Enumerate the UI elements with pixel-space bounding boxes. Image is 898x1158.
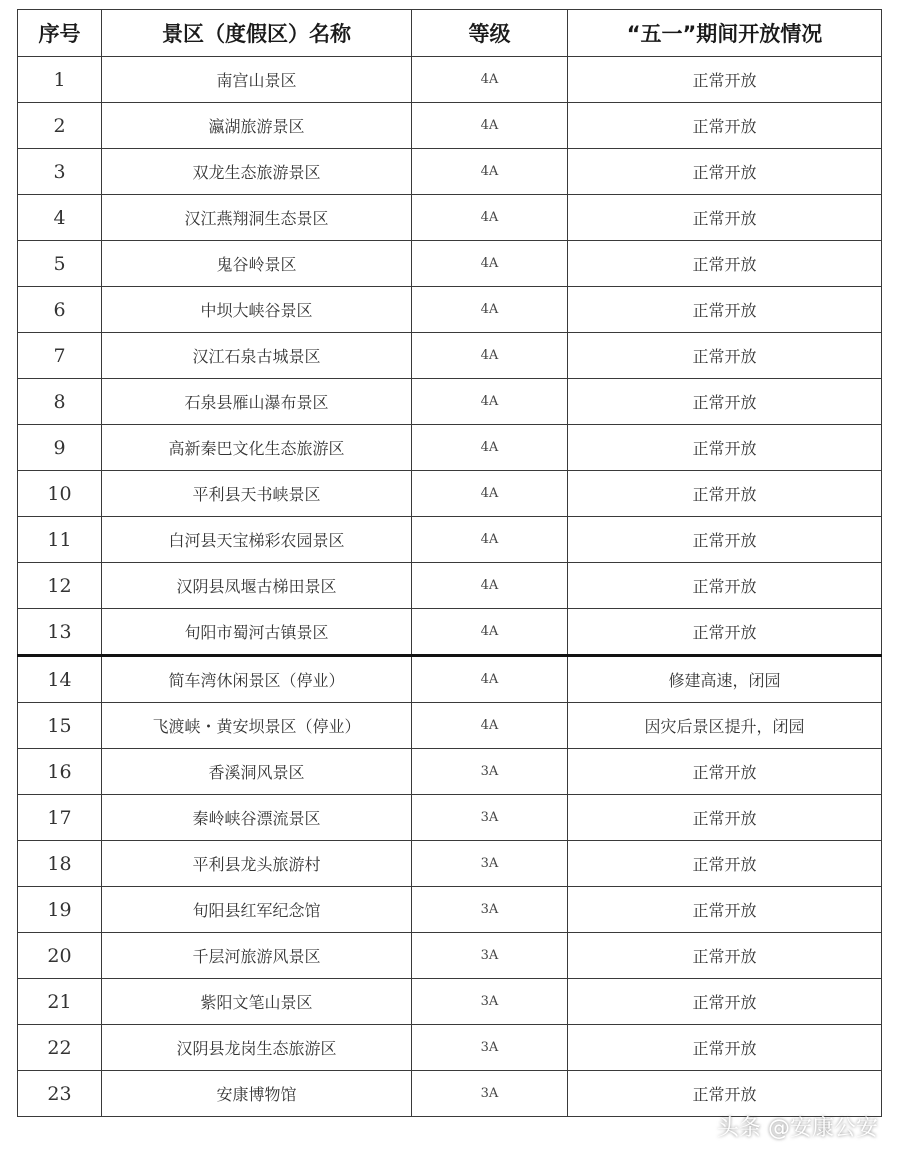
table-row xyxy=(18,933,882,979)
cell-number: 9 xyxy=(18,425,102,471)
cell-number: 20 xyxy=(18,933,102,979)
cell-open-status: 正常开放 xyxy=(568,517,882,563)
table-row xyxy=(18,841,882,887)
cell-open-status: 正常开放 xyxy=(568,195,882,241)
header-row xyxy=(18,10,882,57)
cell-scenic-name: 汉阴县凤堰古梯田景区 xyxy=(102,563,412,609)
table-row xyxy=(18,195,882,241)
table-body xyxy=(18,57,882,1117)
cell-level: 4A xyxy=(412,609,568,656)
cell-scenic-name: 秦岭峡谷漂流景区 xyxy=(102,795,412,841)
cell-open-status: 正常开放 xyxy=(568,887,882,933)
cell-level: 4A xyxy=(412,57,568,103)
cell-level: 4A xyxy=(412,287,568,333)
cell-number: 6 xyxy=(18,287,102,333)
cell-open-status: 正常开放 xyxy=(568,103,882,149)
cell-level: 4A xyxy=(412,425,568,471)
table-row xyxy=(18,149,882,195)
cell-scenic-name: 简车湾休闲景区（停业） xyxy=(102,656,412,703)
cell-scenic-name: 鬼谷岭景区 xyxy=(102,241,412,287)
table-row xyxy=(18,703,882,749)
cell-number: 5 xyxy=(18,241,102,287)
cell-scenic-name: 平利县天书峡景区 xyxy=(102,471,412,517)
table-row xyxy=(18,979,882,1025)
cell-number: 21 xyxy=(18,979,102,1025)
header-number: 序号 xyxy=(18,10,102,57)
cell-open-status: 正常开放 xyxy=(568,933,882,979)
header-open-status: “五一”期间开放情况 xyxy=(568,10,882,57)
cell-scenic-name: 石泉县雁山瀑布景区 xyxy=(102,379,412,425)
cell-scenic-name: 旬阳县红军纪念馆 xyxy=(102,887,412,933)
cell-scenic-name: 平利县龙头旅游村 xyxy=(102,841,412,887)
table-row xyxy=(18,103,882,149)
cell-open-status: 正常开放 xyxy=(568,1025,882,1071)
cell-number: 8 xyxy=(18,379,102,425)
cell-number: 12 xyxy=(18,563,102,609)
cell-open-status: 正常开放 xyxy=(568,57,882,103)
cell-level: 3A xyxy=(412,749,568,795)
cell-number: 14 xyxy=(18,656,102,703)
scenic-area-table-container xyxy=(17,9,881,1117)
cell-open-status: 修建高速，闭园 xyxy=(568,656,882,703)
table-row xyxy=(18,563,882,609)
table-row xyxy=(18,656,882,703)
table-row xyxy=(18,517,882,563)
cell-open-status: 正常开放 xyxy=(568,795,882,841)
table-row xyxy=(18,471,882,517)
cell-open-status: 正常开放 xyxy=(568,609,882,656)
cell-scenic-name: 高新秦巴文化生态旅游区 xyxy=(102,425,412,471)
cell-scenic-name: 汉阴县龙岗生态旅游区 xyxy=(102,1025,412,1071)
cell-open-status: 正常开放 xyxy=(568,379,882,425)
table-row xyxy=(18,609,882,656)
cell-scenic-name: 安康博物馆 xyxy=(102,1071,412,1117)
cell-level: 4A xyxy=(412,517,568,563)
cell-number: 11 xyxy=(18,517,102,563)
cell-level: 4A xyxy=(412,195,568,241)
table-row xyxy=(18,887,882,933)
cell-level: 3A xyxy=(412,795,568,841)
cell-level: 3A xyxy=(412,979,568,1025)
cell-scenic-name: 白河县天宝梯彩农园景区 xyxy=(102,517,412,563)
cell-level: 3A xyxy=(412,1071,568,1117)
table-row xyxy=(18,749,882,795)
cell-scenic-name: 飞渡峡・黄安坝景区（停业） xyxy=(102,703,412,749)
cell-level: 4A xyxy=(412,241,568,287)
cell-number: 16 xyxy=(18,749,102,795)
cell-level: 3A xyxy=(412,933,568,979)
cell-level: 4A xyxy=(412,103,568,149)
table-row xyxy=(18,57,882,103)
watermark: 头条 @安康公安 xyxy=(717,1116,878,1141)
table-row xyxy=(18,1025,882,1071)
cell-level: 3A xyxy=(412,841,568,887)
cell-number: 18 xyxy=(18,841,102,887)
cell-scenic-name: 汉江石泉古城景区 xyxy=(102,333,412,379)
cell-scenic-name: 中坝大峡谷景区 xyxy=(102,287,412,333)
scenic-area-table xyxy=(17,9,882,1117)
header-level: 等级 xyxy=(412,10,568,57)
cell-scenic-name: 汉江燕翔洞生态景区 xyxy=(102,195,412,241)
cell-open-status: 正常开放 xyxy=(568,1071,882,1117)
cell-open-status: 正常开放 xyxy=(568,841,882,887)
cell-level: 4A xyxy=(412,149,568,195)
cell-scenic-name: 双龙生态旅游景区 xyxy=(102,149,412,195)
cell-scenic-name: 千层河旅游风景区 xyxy=(102,933,412,979)
table-row xyxy=(18,795,882,841)
cell-number: 22 xyxy=(18,1025,102,1071)
table-row xyxy=(18,333,882,379)
cell-open-status: 正常开放 xyxy=(568,471,882,517)
cell-level: 4A xyxy=(412,656,568,703)
cell-scenic-name: 紫阳文笔山景区 xyxy=(102,979,412,1025)
cell-scenic-name: 香溪洞风景区 xyxy=(102,749,412,795)
table-row xyxy=(18,1071,882,1117)
cell-level: 4A xyxy=(412,703,568,749)
cell-level: 4A xyxy=(412,333,568,379)
cell-level: 3A xyxy=(412,887,568,933)
cell-level: 4A xyxy=(412,379,568,425)
cell-open-status: 正常开放 xyxy=(568,563,882,609)
cell-open-status: 正常开放 xyxy=(568,333,882,379)
cell-level: 4A xyxy=(412,471,568,517)
cell-number: 3 xyxy=(18,149,102,195)
cell-number: 17 xyxy=(18,795,102,841)
cell-number: 10 xyxy=(18,471,102,517)
cell-open-status: 正常开放 xyxy=(568,241,882,287)
header-scenic-name: 景区（度假区）名称 xyxy=(102,10,412,57)
cell-number: 7 xyxy=(18,333,102,379)
cell-number: 1 xyxy=(18,57,102,103)
cell-open-status: 正常开放 xyxy=(568,749,882,795)
cell-open-status: 因灾后景区提升，闭园 xyxy=(568,703,882,749)
cell-open-status: 正常开放 xyxy=(568,425,882,471)
table-row xyxy=(18,287,882,333)
cell-number: 15 xyxy=(18,703,102,749)
cell-number: 23 xyxy=(18,1071,102,1117)
cell-scenic-name: 南宫山景区 xyxy=(102,57,412,103)
table-row xyxy=(18,425,882,471)
cell-scenic-name: 瀛湖旅游景区 xyxy=(102,103,412,149)
cell-open-status: 正常开放 xyxy=(568,149,882,195)
cell-scenic-name: 旬阳市蜀河古镇景区 xyxy=(102,609,412,656)
cell-number: 13 xyxy=(18,609,102,656)
cell-open-status: 正常开放 xyxy=(568,287,882,333)
cell-number: 19 xyxy=(18,887,102,933)
cell-level: 4A xyxy=(412,563,568,609)
table-row xyxy=(18,379,882,425)
table-header xyxy=(18,10,882,57)
table-row xyxy=(18,241,882,287)
cell-open-status: 正常开放 xyxy=(568,979,882,1025)
cell-level: 3A xyxy=(412,1025,568,1071)
cell-number: 4 xyxy=(18,195,102,241)
cell-number: 2 xyxy=(18,103,102,149)
